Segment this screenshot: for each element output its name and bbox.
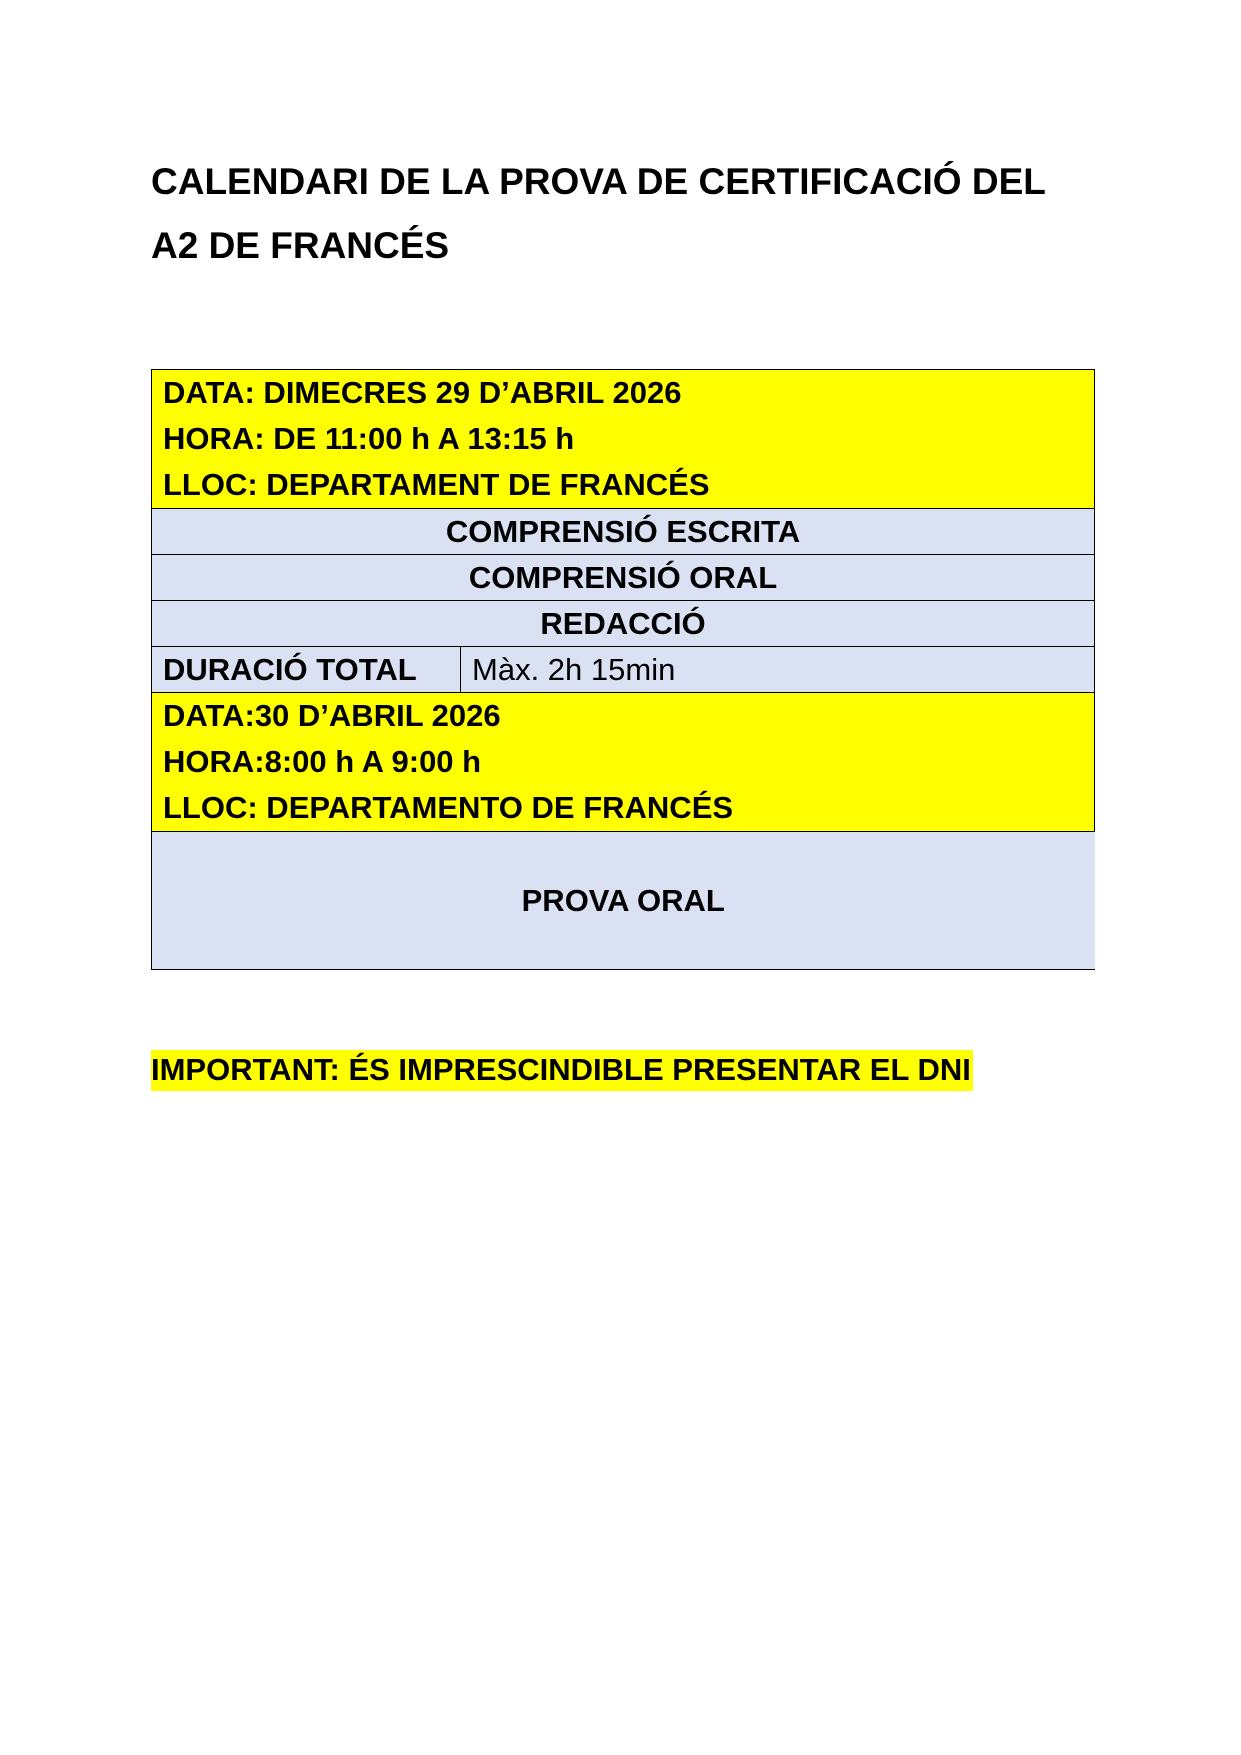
- session1-date: DATA: DIMECRES 29 D’ABRIL 2026: [163, 375, 682, 410]
- activity-reading: COMPRENSIÓ ESCRITA: [152, 509, 1095, 555]
- oral-exam-cell: PROVA ORAL: [152, 832, 1095, 970]
- session2-info-row: [152, 693, 1095, 832]
- session1-place: LLOC: DEPARTAMENT DE FRANCÉS: [163, 467, 710, 502]
- duration-label: DURACIÓ TOTAL: [152, 647, 461, 693]
- session1-time: HORA: DE 11:00 h A 13:15 h: [163, 421, 575, 456]
- important-notice-text: IMPORTANT: ÉS IMPRESCINDIBLE PRESENTAR EL DNI: [151, 1050, 973, 1091]
- session1-info-cell: [152, 370, 1095, 509]
- session1-info-row: [152, 370, 1095, 509]
- schedule-table: [151, 369, 1095, 970]
- duration-value: Màx. 2h 15min: [461, 647, 1095, 693]
- page-title: [151, 150, 1101, 278]
- session2-time: HORA:8:00 h A 9:00 h: [163, 744, 482, 779]
- title-line-1: CALENDARI DE LA PROVA DE CERTIFICACIÓ DEL: [151, 161, 1046, 202]
- title-line-2: A2 DE FRANCÉS: [151, 225, 450, 266]
- oral-exam-row: [152, 832, 1095, 970]
- duration-row: [152, 647, 1095, 693]
- session2-info-cell: [152, 693, 1095, 832]
- activity-writing: REDACCIÓ: [152, 601, 1095, 647]
- session2-place: LLOC: DEPARTAMENTO DE FRANCÉS: [163, 790, 734, 825]
- activity-row: [152, 509, 1095, 555]
- activity-row: [152, 555, 1095, 601]
- activity-row: [152, 601, 1095, 647]
- session2-date: DATA:30 D’ABRIL 2026: [163, 698, 501, 733]
- activity-listening: COMPRENSIÓ ORAL: [152, 555, 1095, 601]
- important-notice: [151, 1046, 973, 1094]
